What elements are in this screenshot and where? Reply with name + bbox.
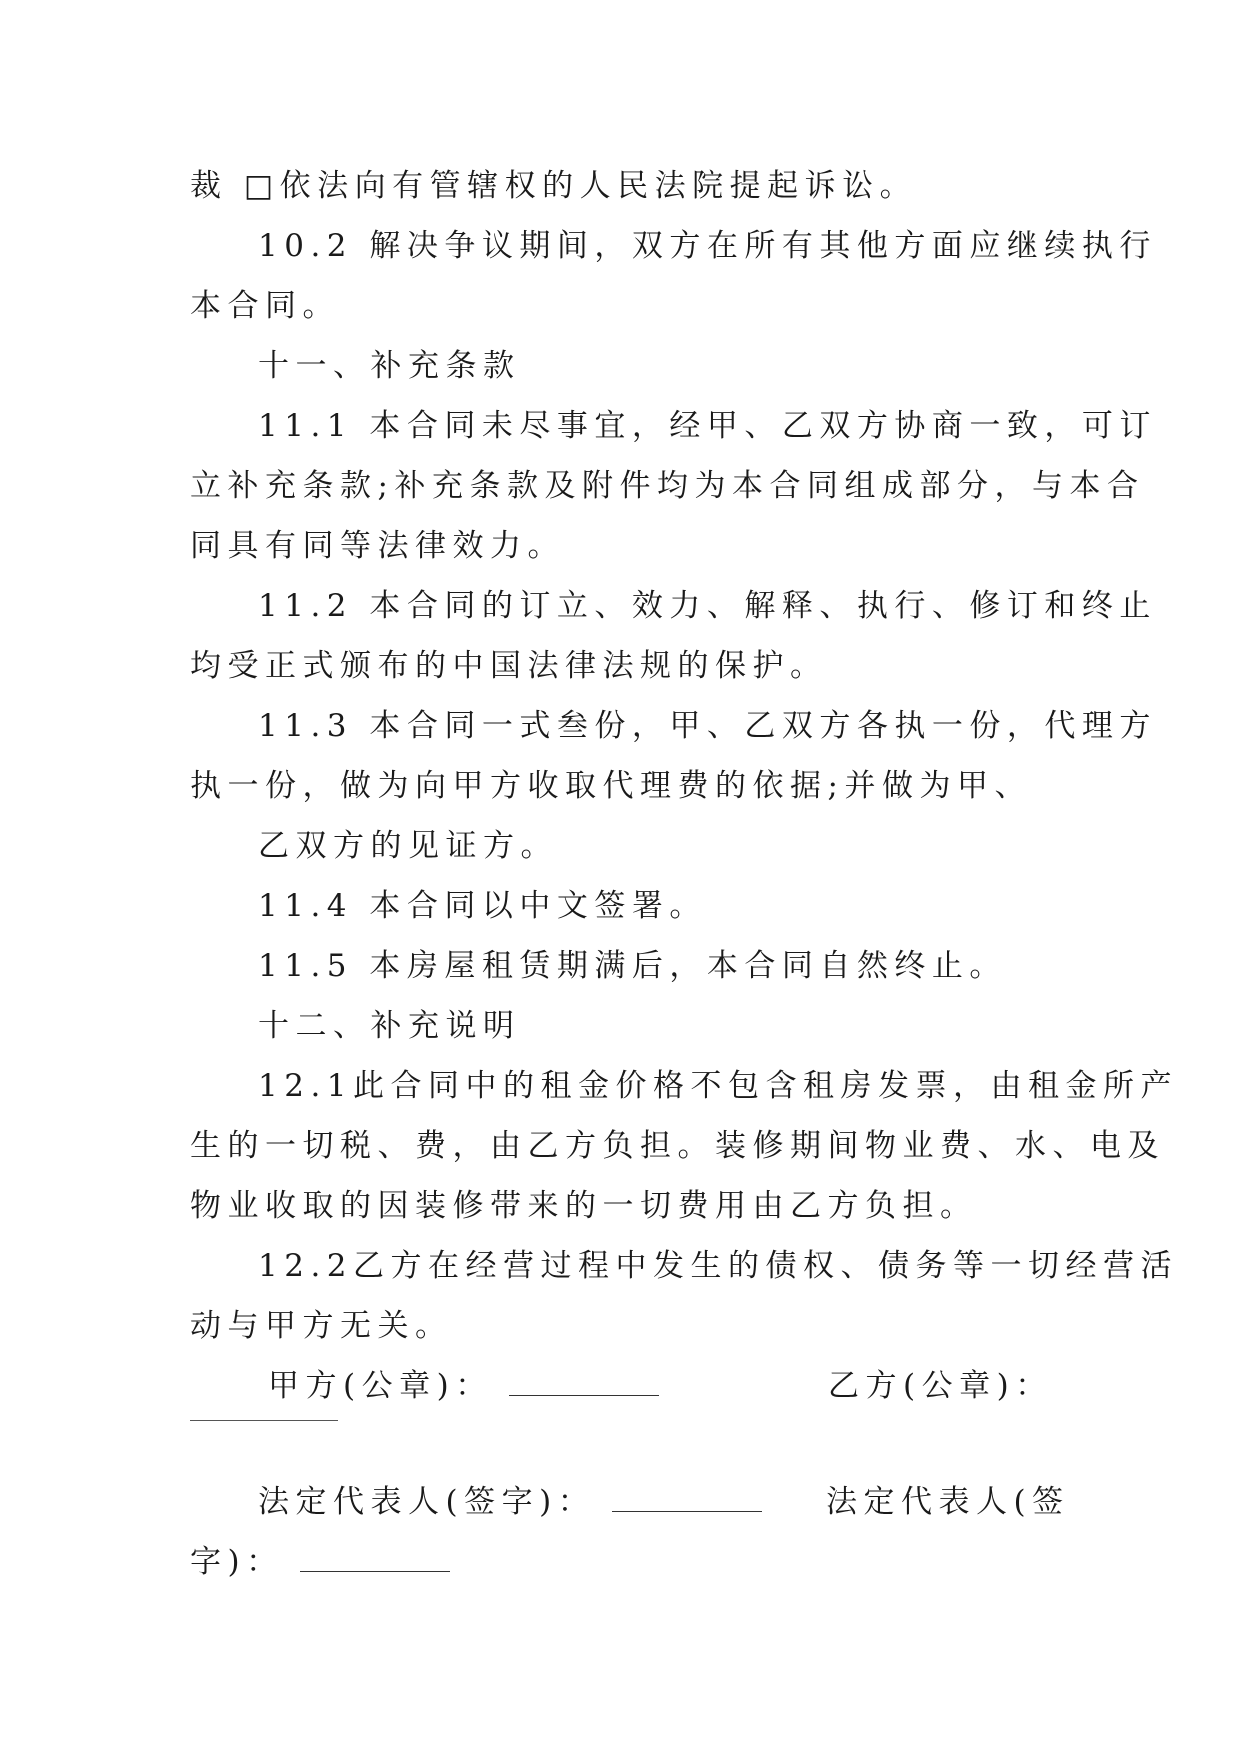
text-line: 动与甲方无关。: [190, 1308, 453, 1344]
text-line: 本合同。: [190, 288, 340, 324]
party-b-seal-label: 乙方(公章)：: [828, 1368, 1053, 1404]
clause-11-4: 11.4 本合同以中文签署。: [258, 888, 707, 924]
party-a-seal-line: [268, 1366, 659, 1406]
party-b-rep-label: 法定代表人(签: [826, 1484, 1070, 1520]
clause-12-2: 12.2乙方在经营过程中发生的债权、债务等一切经营活: [258, 1248, 1179, 1284]
party-b-rep-line-2: [190, 1542, 450, 1582]
party-b-rep-blank[interactable]: [300, 1543, 450, 1572]
clause-11-2: 11.2 本合同的订立、效力、解释、执行、修订和终止: [258, 588, 1157, 624]
clause-11-1: 11.1 本合同未尽事宜，经甲、乙双方协商一致，可订: [258, 408, 1157, 444]
text-line: 立补充条款;补充条款及附件均为本合同组成部分，与本合: [190, 468, 1145, 504]
text-line: 乙双方的见证方。: [258, 828, 558, 864]
section-heading-11: 十一、补充条款: [258, 348, 521, 384]
party-b-rep-label-2: 字)：: [190, 1544, 284, 1580]
text-line: 生的一切税、费，由乙方负担。装修期间物业费、水、电及: [190, 1128, 1165, 1164]
clause-11-3: 11.3 本合同一式叁份，甲、乙双方各执一份，代理方: [258, 708, 1157, 744]
clause-12-1: 12.1此合同中的租金价格不包含租房发票，由租金所产: [258, 1068, 1179, 1104]
party-b-seal-line: [828, 1366, 1053, 1406]
party-b-seal-blank[interactable]: [190, 1420, 338, 1421]
party-b-rep-line: [826, 1482, 1070, 1522]
text-line: 执一份，做为向甲方收取代理费的依据;并做为甲、: [190, 768, 1032, 804]
party-a-rep-line: [258, 1482, 762, 1522]
party-a-seal-blank[interactable]: [509, 1367, 659, 1396]
clause-11-5: 11.5 本房屋租赁期满后，本合同自然终止。: [258, 948, 1007, 984]
text-line: 物业收取的因装修带来的一切费用由乙方负担。: [190, 1188, 978, 1224]
party-a-seal-label: 甲方(公章)：: [268, 1368, 493, 1404]
text-line: 同具有同等法律效力。: [190, 528, 565, 564]
party-a-rep-label: 法定代表人(签字)：: [258, 1484, 596, 1520]
text-line: 裁 □依法向有管辖权的人民法院提起诉讼。: [190, 168, 918, 204]
text-line: 均受正式颁布的中国法律法规的保护。: [190, 648, 828, 684]
section-heading-12: 十二、补充说明: [258, 1008, 521, 1044]
clause-10-2: 10.2 解决争议期间，双方在所有其他方面应继续执行: [258, 228, 1157, 264]
party-a-rep-blank[interactable]: [612, 1483, 762, 1512]
